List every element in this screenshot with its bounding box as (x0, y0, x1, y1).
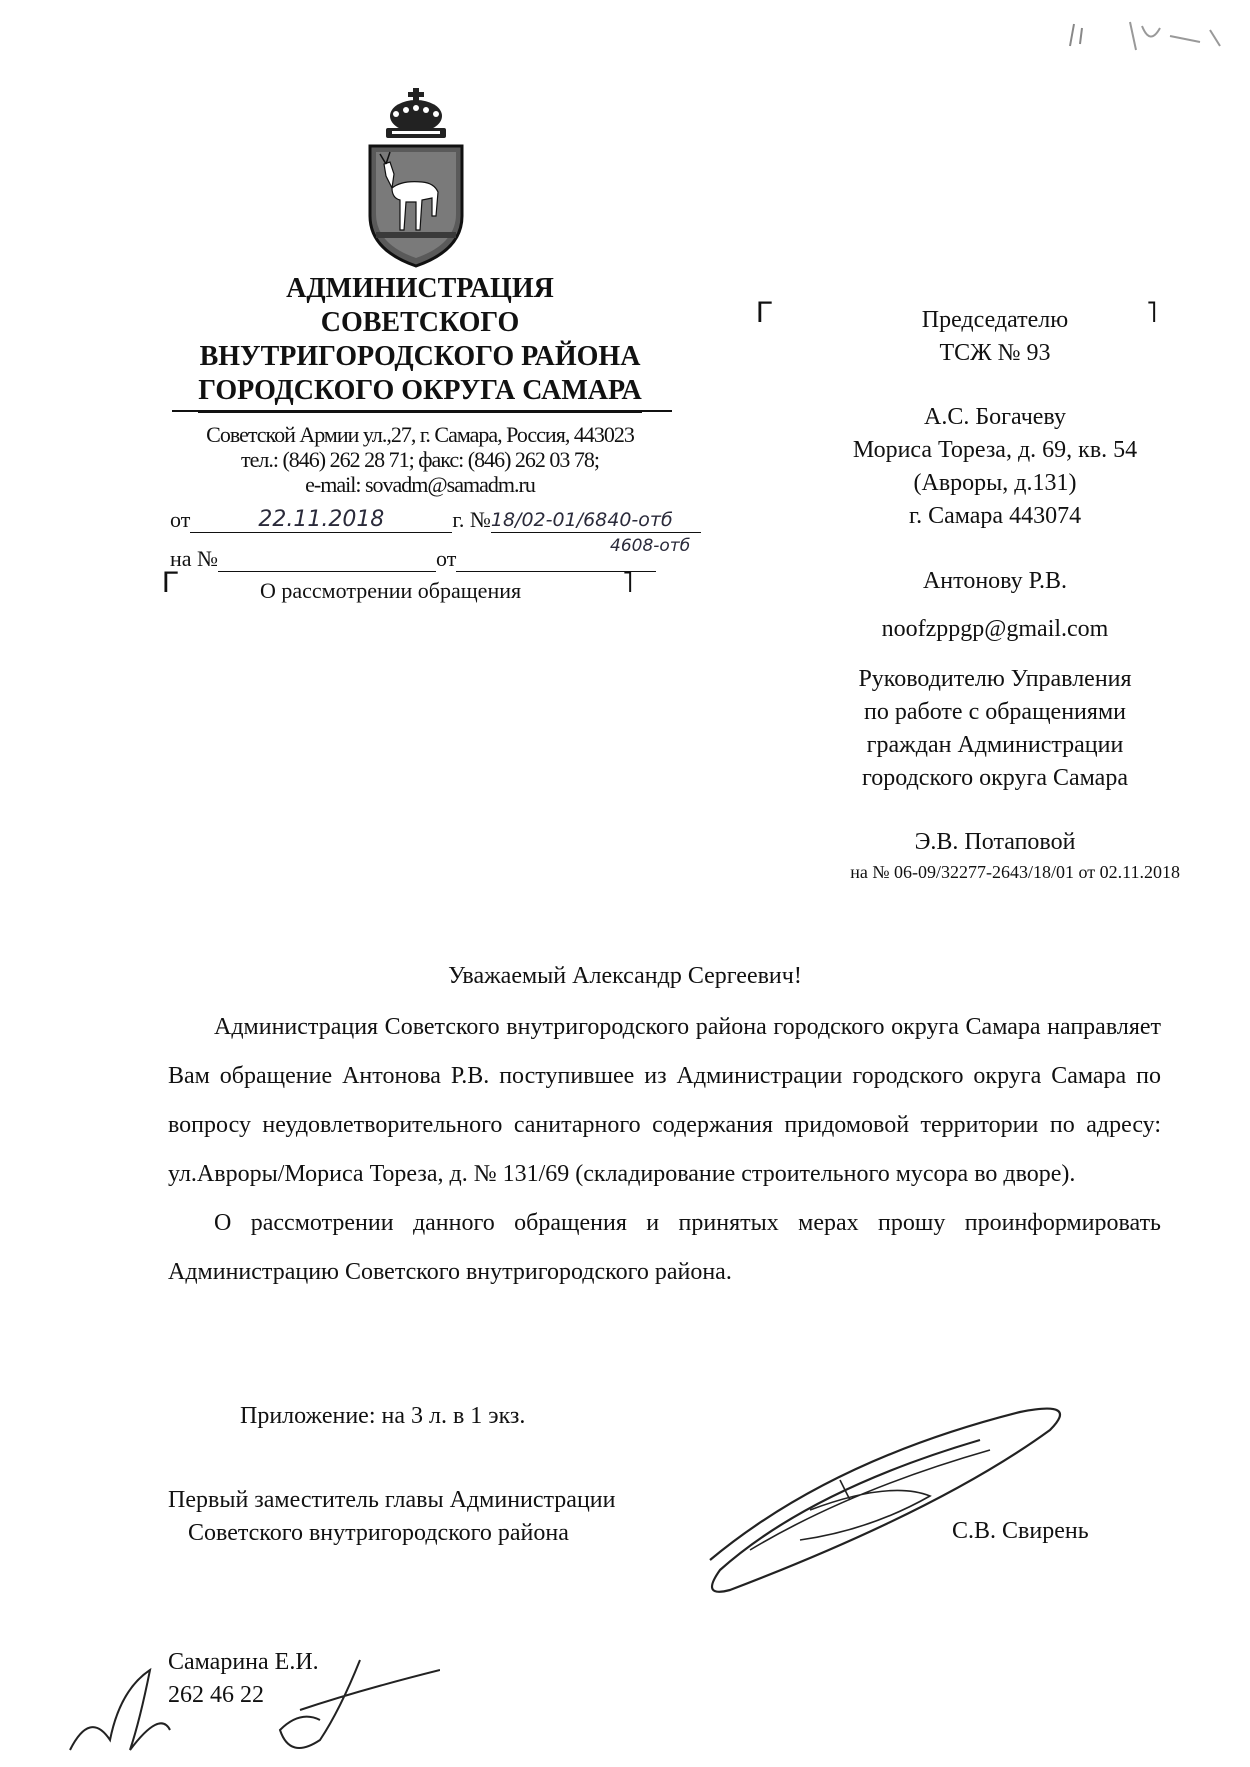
letter-body (168, 1003, 1161, 1297)
body-paragraph: О рассмотрении данного обращения и принятых мерах прошу проинформировать Администрацию Советского внутригородского района. (168, 1210, 1161, 1285)
address-line-2: тел.: (846) 262 28 71; факс: (846) 262 03 78; (240, 447, 600, 472)
registration-ref-line (170, 546, 656, 572)
ref-number-field (218, 549, 436, 572)
subject-bracket-left: Г (162, 566, 179, 599)
addressee-line: Мориса Тореза, д. 69, кв. 54 (852, 437, 1138, 463)
addressee-antonov (760, 565, 1230, 598)
org-line-2: СОВЕТСКОГО (320, 307, 520, 338)
greeting: Уважаемый Александр Сергеевич! (448, 963, 802, 989)
addressee-potapova (760, 826, 1230, 859)
addressee-line: А.С. Богачеву (924, 404, 1066, 430)
signatory-name: С.В. Свирень (952, 1518, 1089, 1544)
organization-address (160, 422, 680, 497)
signatory-title-line: Первый заместитель главы Администрации (168, 1487, 616, 1513)
addressee-line: г. Самара 443074 (908, 503, 1082, 529)
subject-bracket-right: ˥ (622, 566, 634, 599)
handwritten-initials (60, 1650, 440, 1760)
addressee-line: noofzppgp@gmail.com (881, 616, 1109, 642)
addressee-line: Председателю (921, 307, 1069, 333)
addressee-bogachev (760, 401, 1230, 533)
ref-from-label: от (436, 546, 457, 571)
signatory-title (168, 1484, 616, 1550)
addressee-line: граждан Администрации (866, 732, 1124, 758)
from-label: от (170, 507, 191, 532)
addressee-bracket-right: ˥ (1146, 296, 1158, 329)
addressee-line: Антонову Р.В. (922, 568, 1068, 594)
signatory-title-line: Советского внутригородского района (188, 1520, 569, 1546)
body-paragraph: Администрация Советского внутригородского района городского округа Самара направляет Вам обращение Антонова Р.В. поступившее из Администрации городского округа Самара по вопросу неудовлетворительного санитарного содержания придомовой территории по адресу: ул.Авроры/Мориса Тореза, д. № 131/69 (складирование строительного мусора во дворе). (168, 1014, 1161, 1187)
number-label: г. № (452, 507, 491, 532)
addressee-bracket-left: Г (756, 296, 773, 329)
addressee-line: городского округа Самара (862, 765, 1128, 791)
addressee-line: по работе с обращениями (864, 699, 1126, 725)
samara-coat-of-arms-icon (362, 88, 470, 268)
addressee-line: (Авроры, д.131) (913, 470, 1077, 496)
subject-text: О рассмотрении обращения (260, 578, 522, 603)
handwritten-signature (690, 1400, 1110, 1600)
addressee-line: ТСЖ № 93 (939, 340, 1051, 366)
address-line-3: e-mail: sovadm@samadm.ru (305, 472, 535, 497)
addressee-line: Э.В. Потаповой (914, 829, 1076, 855)
addressee-tszh (780, 304, 1210, 370)
addressee-email (760, 613, 1230, 646)
date-field (190, 506, 452, 533)
number-value-2: 4608-отб (610, 536, 691, 556)
org-line-4: ГОРОДСКОГО ОКРУГА САМАРА (198, 374, 641, 413)
reference-number: на № 06-09/32277-2643/18/01 от 02.11.2018 (850, 862, 1180, 882)
executor-phone: 262 46 22 (168, 1682, 264, 1708)
ref-number-label: на № (170, 546, 219, 571)
org-line-1: АДМИНИСТРАЦИЯ (286, 273, 554, 304)
number-value: 18/02-01/6840-отб (490, 509, 673, 531)
corner-stamp-marks (1060, 16, 1230, 56)
date-value: 22.11.2018 (258, 507, 385, 532)
org-line-3: ВНУТРИГОРОДСКОГО РАЙОНА (199, 341, 641, 372)
attachment-note: Приложение: на 3 л. в 1 экз. (240, 1403, 526, 1429)
addressee-department (760, 663, 1230, 795)
header-rule (172, 410, 672, 412)
number-field (491, 506, 701, 533)
addressee-line: Руководителю Управления (858, 666, 1132, 692)
organization-title (160, 272, 680, 413)
registration-date-line (170, 506, 701, 533)
executor-name: Самарина Е.И. (168, 1649, 319, 1675)
address-line-1: Советской Армии ул.,27, г. Самара, Россия, 443023 (206, 422, 634, 447)
